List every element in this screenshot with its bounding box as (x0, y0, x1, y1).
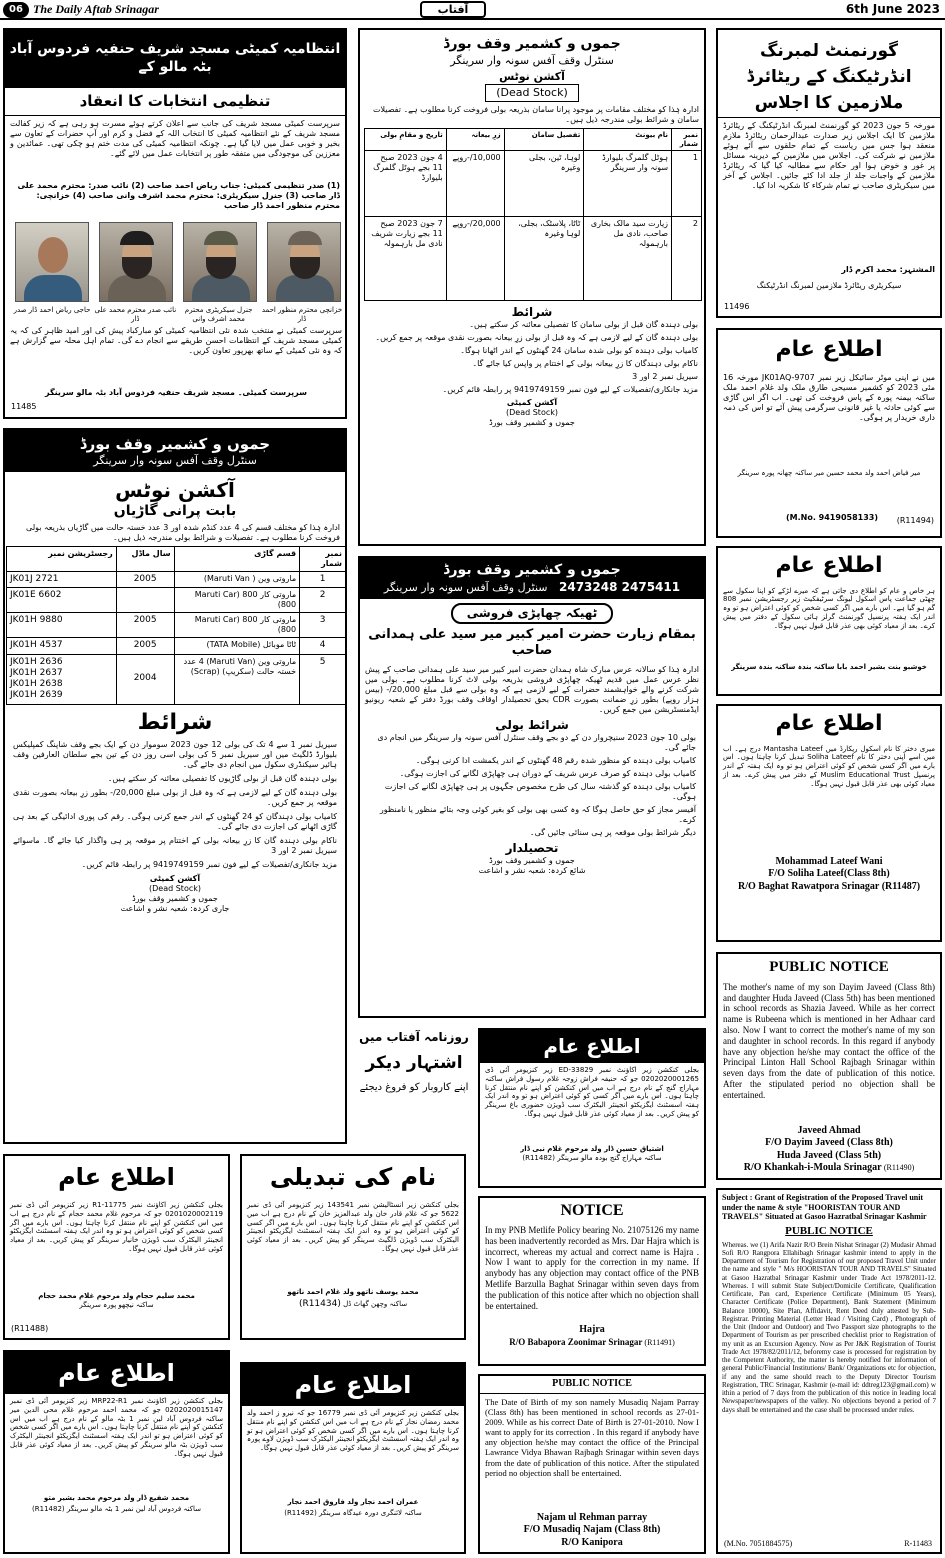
public2-names (480, 1512, 704, 1550)
dead-stock-subtitle: سنٹرل وقف آفس سونہ وار سرینگر (450, 53, 614, 67)
ad-vehicle-auction (3, 428, 347, 1144)
vehicles-conditions-title: شرائط (137, 709, 213, 735)
table-cell: 7 جون 2023 صبح 11 بجے زیارت شریف نادی مل بارہمولہ (365, 217, 447, 301)
travel-mobile: (M.No. 7051884575) (724, 1539, 793, 1548)
member-photo-1 (267, 222, 341, 302)
masthead (0, 0, 945, 20)
caption-1: حاجی ریاض احمد ڈار صدر (13, 306, 91, 314)
ad-mosque-photos (11, 222, 343, 304)
condition-item: مزید جانکاری/تفصیلات کے لیے فون نمبر 9419749159 پر رابطہ قائم کریں۔ (442, 385, 698, 395)
dead-stock-notice-en (360, 84, 704, 102)
shrine-board: جموں و کشمیر وقف بورڈ (443, 562, 621, 578)
ittila6-body: بجلی کنکشن زیر اکاؤنٹ نمبر MRP22-R1 زیر کنزیومر آئی ڈی نمبر 0202020015147 جو کہ محمد احمد مرحوم غلام محی الدین میر ساکنہ فردوس آباد لین نمبر 1 بٹہ مالو کے نام درج ہے اب میں اس کنکشن کو اپنے نام منتقل کرنا چاہتا ہوں۔ اس بارے میں اگر کسی شخص کو کوئی اعتراض ہو تو اندر ایک ہفتہ اسسٹنٹ ایگزیکٹو انجینئر الیکٹرک سب ڈویژن بٹہ مالو سرینگر کو پیش کریں۔ بعد از معیاد کوئی عذر قابل قبول نہیں ہوگا۔ (10, 1397, 223, 1458)
ittila3-names (718, 856, 940, 894)
table-cell: 5 (300, 654, 346, 704)
table-cell: 3 (300, 613, 346, 638)
name-change-ref: (R11434) (298, 1298, 341, 1309)
ittila2-title: اطلاع عام (775, 553, 883, 578)
ad-public-notice-electric-1 (478, 1028, 706, 1188)
table-header: رجسٹریشن نمبر (7, 547, 117, 572)
ad-mosque-signature: سرپرست کمیٹی۔ مسجد شریف حنفیہ فردوس آباد بٹہ مالو سرینگر (44, 388, 307, 397)
reg-number: JK01H 2639 (10, 690, 63, 701)
condition-item: آفیسر مجاز کو حق حاصل ہوگا کہ وہ کسی بھی بولی کو بغیر کوئی وجہ بتائے منظور یا نامنظور کرے۔ (379, 805, 696, 824)
table-cell: ٹاٹا موبائل (TATA Mobile) (174, 638, 300, 654)
vehicles-table (6, 546, 346, 705)
vehicles-conditions (5, 740, 345, 870)
table-cell (7, 654, 117, 704)
dead-stock-closing-en: (Dead Stock) (506, 408, 558, 418)
ittila3-name: F/O Soliha Lateef(Class 8th) (768, 868, 890, 879)
ittila1-body: میں نے اپنی موٹر سائیکل زیر نمبر JK01AQ-9707 مورخہ 16 مئی 2023 کو کشمیر مسیحی طارق ملک ولد غلام احمد ملک ساکنہ بیمنہ پورہ کے پاس فروخت کی تھی۔ اب اگر اس گاڑی سے کوئی حادثہ یا غیر قانونی سرگرمی پیش آئے تو اس کی ذمہ داری خریدار پر ہوگی۔ (723, 372, 936, 422)
travel-body: Whereas. we (1) Arifa Nazir R/O Brein Nishat Srinagar (2) Mudasir Ahmad Sofi R/O Rangpora Ellahibagh Srinagar kashmir intend to apply in the Department of Tourism for Registration of our proposed Travel Unit under the name and style " M/s HOORISTAN TOUR AND TRAVELS" Situated at Gasoo Hazratbal Srinagar Kashmir under Trade Act 1978/2011-12. Whereas. I will submit State Subject/Domicile Certificate, Qualification Certificate, Pan card, Experience Certificate (Minimum 05 Years), Character Certificate (Police Department), Bank Statement (Minimum Balance 10000), Site Plan, Affidavit, Rent Deed duly attested by Sub-Registrar. Printing Material (Letter Head / Visiting Card) , Photograph of the Unit (Indoor and Outdoor) and Two Passport size photographs to the Department of Tourism as per prescribed checklist prior to Registration of my unit as an Excursion Agency. Now as Per J&K Registration of Tourist Trade Act 1978/82/2011/12, beforemy case is processed for registration by the Competent Authority, the matter is hereby notified for information of general Public/Financial Institutions/ Bank/ Organizations etc for objection, if any and the same should reach to the Deputy Director Tourism Registration, TRC Srinagar, Kashmir (e-mail id: ddtreg123@gmail.com) w ithin a period of 7 days from the publication of this notice in leading local Newspaper/newspapers of the valley. No objections beyond a period of 7 days shall be entertained and the case shall be processed under rules. (722, 1240, 936, 1414)
vehicles-notice: آکشن نوٹس (115, 477, 235, 502)
ad-public-notice-electric-3 (3, 1350, 230, 1554)
condition-item: ناکام بولی دہندگان کا زرِ بیعانہ بولی کے اختتام پر واپس کیا جائے گا۔ (472, 359, 698, 369)
condition-item: بولی دہندہ گان قبل از بولی سامان کا تفصیلی معائنہ کر سکتے ہیں۔ (469, 320, 698, 330)
ittila6-address-row (5, 1505, 228, 1514)
ittila3-ref: (R11487) (881, 880, 921, 892)
ittila3-title: اطلاع عام (775, 711, 883, 736)
name-change-address: ساکنہ وچھن گھاٹ ڈل (343, 1299, 408, 1308)
table-cell: ہوٹل گلمرگ بلیوارڈ سونہ وار سرینگر (584, 151, 672, 217)
table-row (365, 217, 702, 301)
table-cell: 4 (300, 638, 346, 654)
shrine-tag-wrap (360, 603, 704, 624)
public1-body: The mother's name of my son Dayim Javeed (Class 8th) and daughter Huda Javeed (Class 5th) has been mentioned in school records as Shazia Javeed. While as her correct name is Rubeena which is mentioned in her Adhaar card also. Now I want to correct the mother's name of my son and daughter in school records. In this regard if anybody have any objection he/she may contact the office of the Principal Linton Hall School Rajbagh Srinagar within seven days from the date of publication of this notice. After the stipulated period no objection shall be entertained. (723, 981, 935, 1100)
table-header: نام بیونٹ (584, 128, 672, 151)
table-cell: 10,000/-روپے (446, 151, 504, 217)
ittila7-signature: عمران احمد نجار ولد فاروق احمد نجار (287, 1498, 419, 1506)
condition-item: بولی دہندہ گان کے لیے لازمی ہے کہ وہ قبل از بولی مبلغ 20,000/- بطور زرِ بیعانہ بصورت نقدی موقعہ پر جمع کریں۔ (13, 788, 337, 807)
ittila7-address: ساکنہ لائنگری دورہ عیدگاہ سرینگر (319, 1508, 422, 1517)
shrine-intro: ادارہ ہٰذا کو سالانہ عرس مبارک شاہ ہمدان حضرت امیر کبیر میر سید علی ہمدانی صاحب کے پیش نظر عرس عمل میں قدیم ٹھیکہ چھاپڑی فروشی بذریعہ بولی لاٹ کرنا مطلوب ہے۔ بولی میں شرکت کرنے والے خواہشمند حضرات کے لیے لازمی ہے کہ وہ بولی سے قبل مبلغ 20,000/- (بیس ہزار روپے) بطور زرِ ضمانت بصورت CDR بحق تحصیلدار اوقاف وقف بورڈ دفتر کے شعبہ ریونیو ایڈمنسٹریشن میں جمع کریں۔ (365, 665, 700, 714)
shrine-signature: جموں و کشمیر وقف بورڈ (489, 856, 575, 865)
table-cell: 4 جون 2023 صبح 11 بجے ہوٹل گلمرگ بلیوارڈ (365, 151, 447, 217)
table-header-row (7, 547, 346, 572)
ittila4-ref: (R11482) (522, 1153, 555, 1162)
shrine-venue: بمقام زیارت حضرت امیر کبیر میر سید علی ہمدانی صاحب (368, 626, 696, 658)
shrine-conditions-title: شرائط بولی (495, 718, 569, 732)
ad-shrine-contract (358, 556, 706, 1018)
ittila4-address (480, 1154, 704, 1163)
table-cell: 20,000/-روپے (446, 217, 504, 301)
table-cell: 2005 (116, 613, 174, 638)
caption-4: خزانچی محترم منظور احمد ڈار (261, 306, 343, 323)
paper-name: The Daily Aftab Srinagar (33, 2, 159, 16)
ad-mosque-ref: 11485 (11, 402, 37, 411)
dead-stock-closing: آکشن کمیٹی (506, 398, 558, 408)
shrine-signature-title: تحصیلدار (505, 841, 559, 855)
table-row (7, 654, 346, 704)
condition-item: کامیاب بولی دہندہ کو صرف عرس شریف کے دوران ہی چھاپڑی لگانے کی اجازت ہوگی۔ (399, 769, 696, 778)
retired-ref: 11496 (724, 302, 750, 311)
ad-mosque-body: سرپرست کمیٹی مسجد شریف کی جانب سے اعلان کرتے ہوئے مسرت ہو رہی ہے کہ زیر کفالت مسجد شریف کے نئے انتظامیہ کمیٹی کا انتخاب اللہ کے فضل و کرم اور آپ حضرات کے تعاون سے بخیر و خوبی عمل میں لایا گیا ہے۔ چونکہ انتظامیہ کمیٹی کی مدت ختم ہو چکی تھی۔ عمائدین و معززین کی موجودگی میں متفقہ طور پر انتخابات عمل میں لائے گئے۔ (10, 118, 340, 158)
table-header: قسم گاڑی (174, 547, 300, 572)
ad-public-notice-electric-2 (3, 1154, 230, 1340)
masthead-date: 6th June 2023 (845, 2, 940, 16)
public1-name: F/O Dayim Javeed (Class 8th) (765, 1137, 893, 1149)
dead-stock-table (364, 128, 702, 302)
ittila5-address: ساکنہ نیچھو پورہ سرینگر (79, 1300, 154, 1309)
page-number: 06 (3, 2, 29, 18)
ittila6-ref: (R11482) (32, 1504, 65, 1513)
promo-line3: اپنے کاروبار کو فروغ دیجئے (359, 1082, 469, 1094)
ittila3-name (718, 881, 940, 894)
ad-public-notice-mother-name (716, 952, 942, 1180)
shrine-issued: شائع کردہ: شعبہ نشر و اشاعت (478, 866, 586, 875)
masthead-logo: آفتاب (420, 1, 486, 18)
ad-mosque-captions (11, 306, 343, 323)
table-cell: 1 (300, 572, 346, 588)
promo-line1: روزنامہ آفتاب میں (359, 1030, 469, 1044)
table-cell: ماروتی وین ( Maruti Van) (174, 572, 300, 588)
name-change-body: بجلی کنکشن زیر انسٹالیشن نمبر 143541 زیر کنزیومر آئی ڈی نمبر 5622 جو کہ غلام قادر خان ولد عبدالعزیز خان کے نام درج ہے اب میں اس کنکشن کو اپنے نام منتقل کرنا چاہتا ہوں۔ اس بارے میں اگر کسی کو کوئی اعتراض ہو تو وہ اندر ایک ہفتہ اسسٹنٹ ایگزیکٹو انجینئر الیکٹرک سب ڈویژن ڈلگیٹ سرینگر کو پیش کریں۔ بعد از معیاد کوئی عذر قابل قبول نہیں ہوگا۔ (247, 1201, 459, 1253)
table-header: سال ماڈل (116, 547, 174, 572)
ittila2-signature: خوشبو بنت بشیر احمد بابا ساکنہ بندہ ساکنہ بندہ سرینگر (731, 662, 927, 671)
shrine-tag: ٹھیکہ چھاپڑی فروشی (451, 603, 613, 624)
ad-mosque-officers: (1) صدر تنظیمی کمیٹی: جناب ریاض احمد صاحب (2) نائب صدر: محترم محمد علی ڈار صاحب (3) جنرل سیکریٹری: محترم محمد اشرف وانی صاحب (4) خزانچی: محترم منظور احمد ڈار صاحب (17, 180, 340, 210)
public2-body: The Date of Birth of my son namely Musadiq Najam Parray (Class 8th) has been mentioned in school records as 27-01-2009. While as his correct Date of Birth is 27-01-2010. Now I want to apply for its correction . In this regard if anybody have any objection he/she may contact the office of the Principal Lawrance Vidya Bhawan Rajbagh Srinagar within seven days from the date of publication of this notice. After the stipulated period no objection shall be entertained. (485, 1396, 699, 1478)
vehicles-closing: آکشن کمیٹی (149, 874, 201, 883)
ittila4-signature: اشتیاق حسین ڈار ولد مرحوم غلام نبی ڈار (520, 1145, 664, 1153)
table-cell: 2005 (116, 638, 174, 654)
ad-public-notice-motorcycle (716, 328, 942, 538)
member-photo-3 (99, 222, 173, 302)
dead-stock-conditions-title: شرائط (511, 305, 553, 320)
pnb-address: R/O Babapora Zoonimar Srinagar (509, 1336, 643, 1347)
public1-name: Javeed Ahmad (797, 1124, 861, 1136)
caption-2: نائب صدر محترم محمد علی ڈار (94, 306, 177, 323)
table-header: نمبر شمار (672, 128, 702, 151)
ittila4-body: بجلی کنکشن زیر اکاؤنٹ نمبر 33829-ED زیر کنزیومر آئی ڈی 0202020001265 جو کہ حنیفہ فراش زوجہ غلام رسول فراش ساکنہ مہاراج گنج کے نام درج ہے اب میں اس کنکشن کو اپنے نام منتقل کرنا چاہتا ہوں۔ اس بارے میں اگر کسی کو کوئی اعتراض ہو تو وہ اندر ایک ہفتہ اسسٹنٹ ایگزیکٹو انجینئر الیکٹرک سب ڈویژن حضوری باغ سرینگر کو پیش کریں۔ بعد از معیاد کوئی عذر قابل قبول نہیں ہوگا۔ (485, 1066, 699, 1118)
vehicles-intro: ادارہ ہٰذا کو مختلف قسم کی 4 عدد کنڈم شدہ اور 3 عدد خستہ حالت میں گاڑیاں بذریعہ بولی فروخت کرنا مطلوب ہے۔ تفصیلات و شرائط بولی مندرجہ ذیل ہیں۔ (26, 523, 340, 542)
table-cell: JK01H 4537 (7, 638, 117, 654)
shrine-office (360, 580, 704, 595)
dead-stock-title: جموں و کشمیر وقف بورڈ (443, 36, 621, 52)
public1-address: R/O Khankah-i-Moula Srinagar (743, 1162, 882, 1174)
condition-item: سیریل نمبر 1 سے 4 تک کی بولی 12 جون 2023 سوموار دن کے ایک بجے وقف شاپنگ کمپلیکس بلیوارڈ ڈلگیٹ میں اور سیریل نمبر 5 کی بولی اسی روز دن کے تین بجے سلطان العارفین وقف ہائیر سیکنڈری سکول میں انجام دی جائے گی۔ (13, 740, 338, 769)
retired-contact: المشتہر: محمد اکرم ڈار (841, 265, 935, 274)
table-row (365, 151, 702, 217)
table-cell: 2 (672, 217, 702, 301)
table-cell: لوہا، ٹین، بجلی وغیرہ (504, 151, 584, 217)
public1-title: PUBLIC NOTICE (769, 959, 889, 975)
table-cell: زیارت سید مالک بخاری صاحب، نادی مل بارہمولہ (584, 217, 672, 301)
table-cell: 2004 (116, 654, 174, 704)
ad-aftab-promo (358, 1030, 470, 1150)
retired-signature: سیکریٹری ریٹائرڈ ملازمین لمبرنگ انڈرٹیکنگ (756, 281, 902, 290)
pnb-title: NOTICE (560, 1202, 624, 1219)
ad-notice-pnb (478, 1196, 706, 1366)
ittila6-signature: محمد شفیع ڈار ولد مرحوم محمد بشیر متو (43, 1494, 190, 1502)
promo-line2: اشتہار دیکر (365, 1053, 463, 1073)
pnb-ref: (R11491) (644, 1337, 675, 1347)
ittila6-address: ساکنہ فردوس آباد لین نمبر 1 بٹہ مالو سرینگر (66, 1504, 201, 1513)
table-cell: ماروتی کار 800 (Maruti Car 800) (174, 613, 300, 638)
member-photo-4 (15, 222, 89, 302)
ittila7-address-row (242, 1509, 464, 1518)
table-header-row (365, 128, 702, 151)
condition-item: بولی 10 جون 2023 سنیچروار دن کے دو بجے وقف سنٹرل آفس سونہ وار سرینگر میں انجام دی جائے گی۔ (377, 733, 696, 752)
condition-item: کامیاب بولی دہندگان کو 24 گھنٹوں کے اندر جمع کرنی ہوگی۔ رقم کی پوری ادائیگی کے بعد ہی گاڑی اٹھانے کی اجازت دی جائے گی۔ (13, 812, 338, 831)
ittila1-mobile: (M.No. 9419058133) (786, 513, 878, 522)
shrine-conditions (360, 733, 704, 838)
vehicles-signature: جموں و کشمیر وقف بورڈ (132, 894, 218, 903)
travel-subject: Subject : Grant of Registration of the Proposed Travel unit under the name & style "HOORISTAN TOUR AND TRAVELS" Situated at Gasoo Hazratbal Srinagar Kashmir (722, 1193, 927, 1222)
member-photo-2 (183, 222, 257, 302)
public1-name: Huda Javeed (Class 5th) (776, 1149, 882, 1161)
condition-item: کامیاب بولی دہندہ کو منظور شدہ رقم 48 گھنٹوں کے اندر یکمشت ادا کرنی ہوگی۔ (415, 756, 696, 765)
condition-item: بولی دہندہ گان کے لیے لازمی ہے کہ وہ قبل از بولی زرِ بیعانہ بصورت نقدی موقعہ پر جمع کریں۔ (375, 333, 698, 343)
vehicles-office: سنٹرل وقف آفس سونہ وار سرینگر (93, 453, 257, 467)
ittila4-address-text: ساکنہ مہاراج گنج بودہ مالو سرینگر (557, 1153, 662, 1162)
name-change-address-row (242, 1299, 464, 1310)
table-row (7, 588, 346, 613)
table-header: تفصیل سامان (504, 128, 584, 151)
table-row (7, 613, 346, 638)
name-change-signature: محمد یوسف ناتھو ولد غلام احمد ناتھو (287, 1288, 419, 1296)
vehicles-board-name: جموں و کشمیر وقف بورڈ (79, 435, 271, 453)
condition-item: ناکام بولی دہندہ گان کا زرِ بیعانہ بولی کے اختتام پر موقعہ پر ہی واگذار کیا جائے گا۔ ماسوائے سیریل نمبر 2 اور 3 (13, 836, 337, 855)
ittila2-body: ہر خاص و عام کو اطلاع دی جاتی ہے کہ میرے لڑکے کو اپنا سکول سے چھٹی جماعت پاس اسکول لیونگ سرٹیفکیٹ زیر رجسٹریشن نمبر 808 گم ہو گیا ہے۔ اس بارے میں اگر کسی شخص کو کوئی اعتراض ہو تو وہ اندر ایک ہفتہ پرنسپل گورنمنٹ گرلز ہائی سکول کے دفتر میں پیش کرے۔ بعد از معیاد کوئی بھی عذر قابل قبول نہیں ہوگا۔ (723, 586, 935, 630)
table-cell: JK01E 6602 (7, 588, 117, 613)
vehicles-notice-sub: بابت پرانی گاڑیاں (113, 502, 237, 519)
dead-stock-notice: آکشن نوٹس (499, 70, 565, 84)
ittila5-title: اطلاع عام (58, 1163, 175, 1191)
ittila6-title: اطلاع عام (5, 1352, 228, 1394)
retired-body: مورخہ 5 جون 2023 کو گورنمنٹ لمبرنگ انڈرٹیکنگ کے ریٹائرڈ ملازمین کا ایک اجلاس زیر صدارت عبدالرحمان ریٹائرڈ ملازم منعقد ہوا جس میں ریاست کے تمام حلقوں سے آئے ہوئے ملازمین نے شرکت کی۔ اجلاس میں ملازمین کے دیرینہ مسائل پر غور و خوض ہوا اور حکام سے مطالبہ کیا گیا کہ ریٹائرڈ ملازمین کے واجبات جلد از جلد ادا کئے جائیں۔ اجلاس کے آخر میں سیکریٹری صاحب نے تمام شرکاء کا شکریہ ادا کیا۔ (723, 121, 935, 190)
public2-name: Najam ul Rehman parray (536, 1511, 648, 1523)
pnb-body: In my PNB Metlife Policy bearing No. 21075126 my name has been inadvertently recorded as Mrs. Dar Hajra which is incorrect, whereas my actual and correct name is Hajra . Now I want to apply for the correction in my name. If anybody has any objection may contact office of the PNB Metlife Barzulla Baghat Srinagar within seven days from the publication of this notice after which no objection shall be entertained. (485, 1225, 699, 1311)
vehicles-closing-en: (Dead Stock) (149, 884, 201, 893)
shrine-phones: 2475411 2473248 (559, 579, 681, 594)
ad-dead-stock (358, 28, 706, 546)
table-cell: ٹاٹا، پلاسٹک، بجلی، لوہا وغیرہ (504, 217, 584, 301)
dead-stock-badge: (Dead Stock) (485, 84, 578, 102)
condition-item: کامیاب بولی دہندہ کو بولی شدہ سامان 24 گھنٹوں کے اندر اٹھانا ہوگا۔ (460, 346, 698, 356)
dead-stock-signature: جموں و کشمیر وقف بورڈ (489, 418, 575, 428)
condition-item: دیگر شرائط بولی موقعہ پر ہی سنائی جائیں گی۔ (529, 828, 696, 837)
ittila7-body: بجلی کنکشن زیر کنزیومر آئی ڈی نمبر 16779 جو کہ نیرو ز احمد ولد محمد رمضان نجار کے نام درج ہے اب میں اس کنکشن کو اپنے نام منتقل کرنا چاہتا ہوں۔ اس بارے میں اگر کسی شخص کو کوئی اعتراض ہو تو وہ اندر ایک ہفتہ اسسٹنٹ ایگزیکٹو انجینئر الیکٹرک سب ڈویژن لاوے پورہ سرینگر کو پیش کریں۔ بعد از معیاد کوئی عذر قابل قبول نہیں ہوگا۔ (247, 1409, 460, 1452)
ittila4-title: اطلاع عام (480, 1030, 704, 1063)
public1-ref: (R11490) (883, 1163, 915, 1173)
ittila1-signature: میر فیاض احمد ولد محمد حسین میر ساکنہ چھانہ پورہ سرینگر (737, 468, 921, 477)
table-cell: JK01J 2721 (7, 572, 117, 588)
name-change-title: نام کی تبدیلی (269, 1163, 437, 1191)
caption-3: جنرل سیکریٹری محترم محمد اشرف وانی (184, 306, 253, 323)
ad-travel-registration (716, 1188, 942, 1554)
ad-public-notice-name-correction (716, 704, 942, 942)
table-cell (116, 588, 174, 613)
retired-title: گورنمنٹ لمبرنگ انڈرٹیکنگ کے ریٹائرڈ ملازمین کا اجلاس (718, 30, 940, 118)
public2-name: R/O Kanipora (561, 1536, 623, 1548)
table-cell: 2005 (116, 572, 174, 588)
ittila5-body: بجلی کنکشن زیر اکاؤنٹ نمبر 11775-R1 زیر کنزیومر آئی ڈی نمبر 0201020002119 جو کہ مرحوم غلام محمد حجام کے نام درج ہے اب میں اس کنکشن کو اپنے نام منتقل کرنا چاہتا ہوں۔ اس بارے میں اگر کسی شخص کو کوئی اعتراض ہو تو وہ اندر ایک ہفتہ اسسٹنٹ ایگزیکٹو انجینئر الیکٹرک سب ڈویژن خانیار سرینگر کو پیش کریں۔ بعد از معیاد کوئی عذر قابل قبول نہیں ہوگا۔ (10, 1201, 224, 1253)
ad-mosque-title: انتظامیہ کمیٹی مسجد شریف حنفیہ فردوس آباد بٹہ مالو کے (5, 30, 345, 88)
dead-stock-conditions (360, 320, 704, 395)
vehicles-issued: جاری کردہ: شعبہ نشر و اشاعت (120, 904, 230, 913)
ad-name-change (240, 1154, 466, 1340)
ad-public-notice-certificate (716, 546, 942, 696)
ittila5-ref: (R11488) (11, 1324, 49, 1333)
reg-number: JK01H 2636 (10, 656, 63, 667)
table-cell: 2 (300, 588, 346, 613)
travel-title: PUBLIC NOTICE (785, 1224, 873, 1237)
dead-stock-intro: ادارہ ہٰذا کو مختلف مقامات پر موجود پرانا سامان بذریعہ بولی فروخت کرنا مطلوب ہے۔ تفصیلات سامان و شرائط بولی مندرجہ ذیل ہیں۔ (372, 104, 699, 124)
table-cell: ماروتی وین (Maruti Van) 4 عدد خستہ حالت (سکریپ) (Scrap) (174, 654, 300, 704)
table-row (7, 638, 346, 654)
public1-name (718, 1162, 940, 1175)
public2-title: PUBLIC NOTICE (480, 1376, 704, 1394)
ittila3-name: Mohammad Lateef Wani (775, 855, 883, 867)
vehicles-title (5, 430, 345, 472)
ittila5-signature: محمد سلیم حجام ولد مرحوم غلام محمد حجام (38, 1292, 195, 1300)
public2-name: F/O Musadiq Najam (Class 8th) (523, 1524, 661, 1535)
ittila3-address: R/O Baghat Rawatpora Srinagar (737, 880, 880, 892)
pnb-address-row (480, 1337, 704, 1348)
table-header: نمبر شمار (300, 547, 346, 572)
ad-mosque-closing: سرپرست کمیٹی نے منتخب شدہ نئی انتظامیہ کمیٹی کو مبارکباد پیش کی اور امید ظاہر کی کہ یہ کمیٹی مسجد شریف کے انتظامات احسن طریقے سے انجام دے گی۔ تمام اہل محلہ سے گزارش ہے کہ وہ نئی کمیٹی کے ساتھ بھرپور تعاون کریں۔ (10, 326, 342, 355)
ad-mosque-committee (3, 28, 347, 419)
condition-item: مزید جانکاری/تفصیلات کے لیے فون نمبر 9419749159 پر رابطہ قائم کریں۔ (81, 860, 337, 869)
public1-names (718, 1125, 940, 1175)
ad-retired-employees (716, 28, 942, 318)
ittila3-body: میری دختر کا نام اسکول ریکارڈ میں Mantasha Lateef درج ہے۔ اب میں اسے اپنی دختر کا نام Soliha Lateef تبدیل کرنا چاہتا ہوں۔ اس بارے میں اگر کسی شخص کو کوئی اعتراض ہو تو وہ ایک ہفتہ کے اندر پرنسپل Muslim Educational Trust کے دفتر میں پیش کرے۔ بعد از معیاد کوئی بھی عذر قابل قبول نہیں ہوگا۔ (723, 744, 935, 788)
table-header: تاریخ و مقامِ بولی (365, 128, 447, 151)
ad-public-notice-dob (478, 1374, 706, 1554)
condition-item: سیریل نمبر 2 اور 3 (632, 372, 698, 382)
table-row (7, 572, 346, 588)
pnb-name: Hajra (579, 1324, 605, 1335)
ittila1-ref: (R11494) (896, 516, 934, 525)
reg-number: JK01H 2638 (10, 679, 63, 689)
table-header: زرِ بیعانہ (446, 128, 504, 151)
condition-item: بولی دہندہ گان قبل از بولی گاڑیوں کا تفصیلی معائنہ کر سکتے ہیں۔ (107, 774, 337, 783)
table-cell: 1 (672, 151, 702, 217)
table-cell: ماروتی کار 800 (Maruti Car 800) (174, 588, 300, 613)
shrine-office-name: سنٹرل وقف آفس سونہ وار سرینگر (383, 580, 548, 594)
ittila7-title: اطلاع عام (242, 1364, 464, 1406)
ittila7-ref: (R11492) (284, 1508, 317, 1517)
shrine-header (360, 558, 704, 599)
ad-public-notice-electric-4 (240, 1362, 466, 1554)
travel-ref: R-11483 (904, 1539, 932, 1548)
table-cell: JK01H 9880 (7, 613, 117, 638)
ittila1-title: اطلاع عام (775, 337, 883, 362)
condition-item: کامیاب بولی دہندہ کو گذشتہ سال کی طرح مخصوص جگہوں پر ہی چھاپڑی لگانے کی اجازت ہوگی۔ (384, 782, 696, 801)
ad-mosque-subtitle: تنظیمی انتخابات کا انعقاد (5, 88, 345, 116)
reg-number: JK01H 2637 (10, 667, 63, 678)
